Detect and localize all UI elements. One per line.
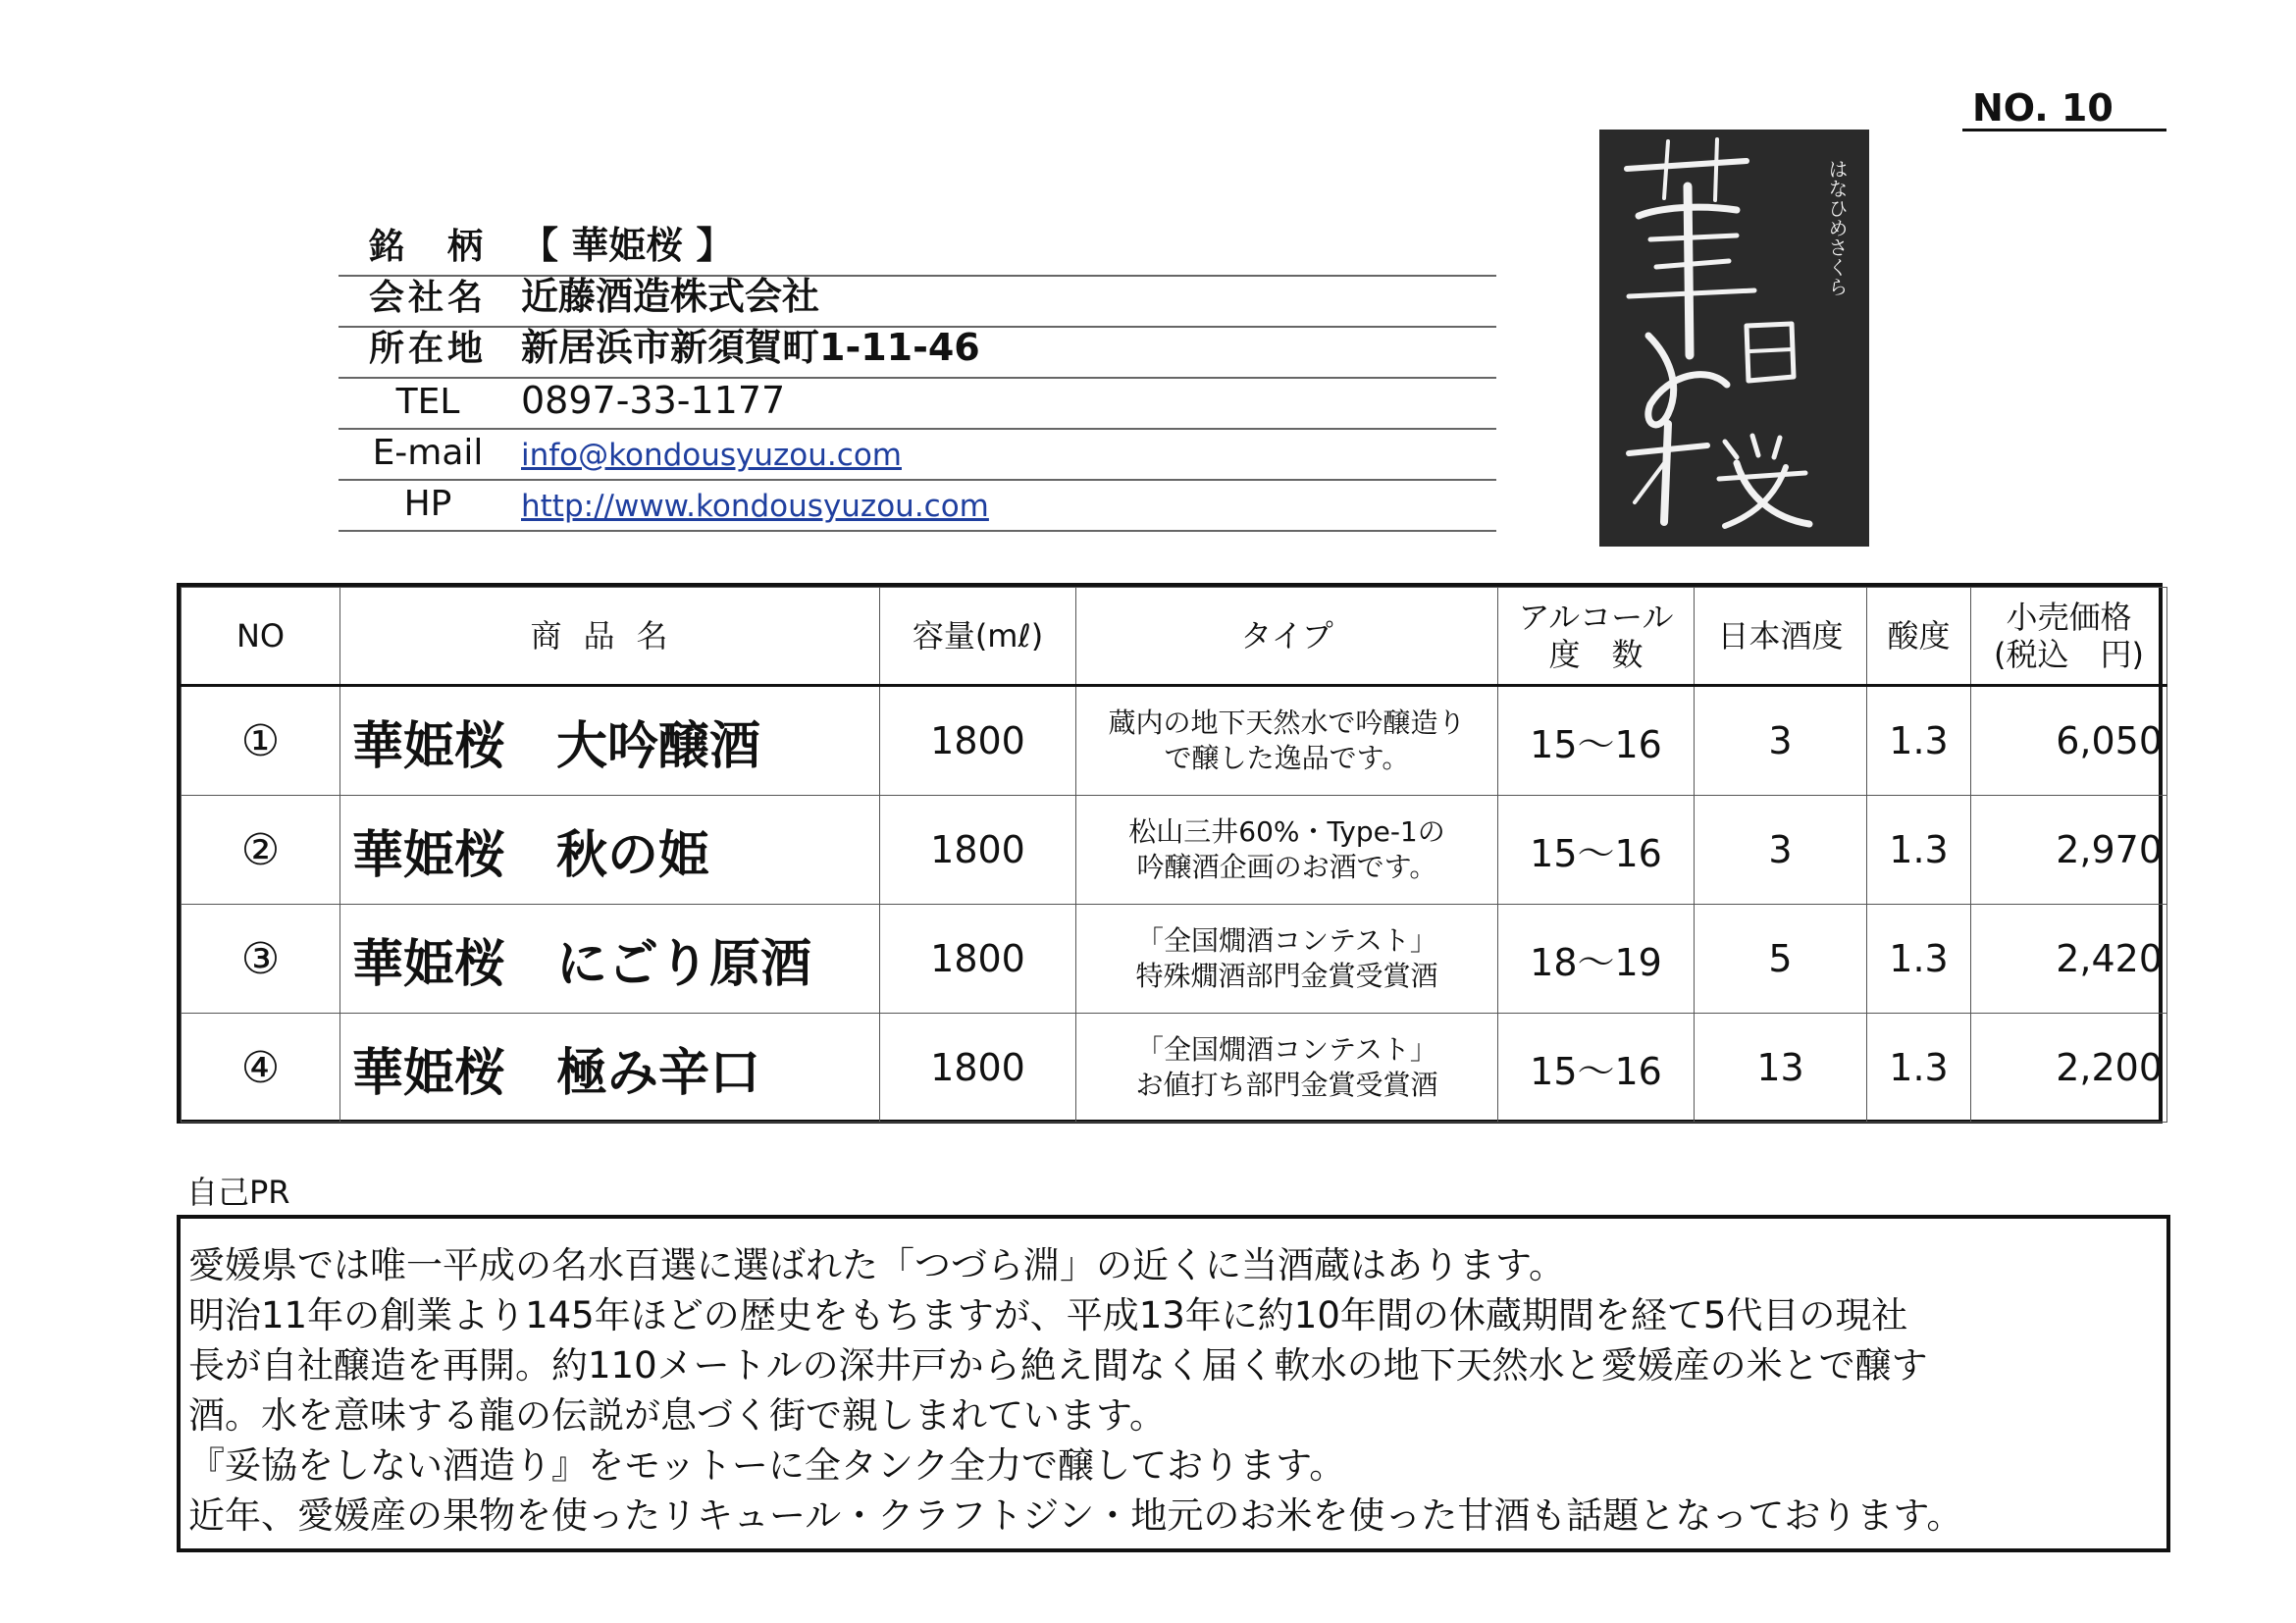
address-value: 新居浜市新須賀町1-11-46 [521, 326, 980, 369]
tel-value: 0897-33-1177 [521, 379, 786, 422]
row-name: 華姫桜 大吟醸酒 [340, 686, 880, 796]
row-name: 華姫桜 極み辛口 [340, 1014, 880, 1123]
pr-text-box [177, 1215, 2170, 1552]
hp-link[interactable]: http://www.kondousyuzou.com [521, 489, 989, 524]
table-header-row [182, 588, 2167, 686]
table-row [182, 905, 2167, 1014]
row-price: 2,420 [1971, 905, 2167, 1014]
tel-row [339, 379, 1496, 430]
brand-logo-calligraphy [1599, 130, 1869, 547]
row-volume: 1800 [880, 686, 1076, 796]
hp-row [339, 481, 1496, 532]
email-label: E-mail [372, 433, 484, 473]
row-type [1076, 905, 1498, 1014]
header-alcohol-line2: 度 数 [1548, 636, 1644, 673]
pr-line: 明治11年の創業より145年ほどの歴史をもちますが、平成13年に約10年間の休蔵期間を経て5代目の現社 [188, 1294, 1908, 1336]
header-no: NO [182, 588, 340, 686]
header-price-line2: (税込 円) [1994, 636, 2144, 673]
row-type-line2: お値打ち部門金賞受賞酒 [1135, 1069, 1438, 1101]
header-alcohol-line1: アルコール [1518, 598, 1674, 636]
brand-logo [1599, 130, 1869, 547]
row-acidity: 1.3 [1867, 686, 1971, 796]
row-no: ① [182, 686, 340, 796]
company-value: 近藤酒造株式会社 [521, 275, 820, 318]
row-type [1076, 686, 1498, 796]
row-volume: 1800 [880, 796, 1076, 905]
row-alcohol: 18～19 [1498, 905, 1695, 1014]
product-table [177, 583, 2163, 1124]
row-type-line1: 「全国燗酒コンテスト」 [1136, 1032, 1437, 1066]
row-type-line2: 吟醸酒企画のお酒です。 [1136, 851, 1437, 883]
row-nihonshudo: 3 [1695, 686, 1867, 796]
row-name: 華姫桜 にごり原酒 [340, 905, 880, 1014]
brand-value: 【 華姫桜 】 [521, 224, 734, 267]
row-volume: 1800 [880, 905, 1076, 1014]
row-volume: 1800 [880, 1014, 1076, 1123]
row-no: ② [182, 796, 340, 905]
row-no: ④ [182, 1014, 340, 1123]
tel-label: TEL [395, 382, 460, 422]
row-nihonshudo: 5 [1695, 905, 1867, 1014]
company-label: 会社名 [368, 278, 487, 318]
header-nihonshudo: 日本酒度 [1695, 588, 1867, 686]
company-info [339, 226, 1496, 532]
table-row [182, 686, 2167, 796]
pr-line: 近年、愛媛産の果物を使ったリキュール・クラフトジン・地元のお米を使った甘酒も話題となっております。 [188, 1494, 1963, 1537]
email-row [339, 430, 1496, 481]
row-name: 華姫桜 秋の姫 [340, 796, 880, 905]
row-no: ③ [182, 905, 340, 1014]
header-alcohol [1498, 588, 1695, 686]
hp-label: HP [403, 484, 452, 524]
row-acidity: 1.3 [1867, 905, 1971, 1014]
header-name: 商品名 [340, 588, 880, 686]
row-nihonshudo: 13 [1695, 1014, 1867, 1123]
pr-line: 長が自社醸造を再開。約110メートルの深井戸から絶え間なく届く軟水の地下天然水と愛媛産の米とで醸す [188, 1344, 1928, 1387]
table-row [182, 1014, 2167, 1123]
row-nihonshudo: 3 [1695, 796, 1867, 905]
pr-line: 愛媛県では唯一平成の名水百選に選ばれた「つづら淵」の近くに当酒蔵はあります。 [188, 1244, 1566, 1286]
row-acidity: 1.3 [1867, 796, 1971, 905]
email-link[interactable]: info@kondousyuzou.com [521, 438, 902, 473]
brand-label: 銘 柄 [368, 227, 487, 267]
header-acidity: 酸度 [1867, 588, 1971, 686]
row-type [1076, 796, 1498, 905]
row-type-line1: 蔵内の地下天然水で吟醸造り [1108, 706, 1466, 739]
header-price [1971, 588, 2167, 686]
row-price: 2,970 [1971, 796, 2167, 905]
pr-label: 自己PR [186, 1174, 290, 1211]
row-price: 6,050 [1971, 686, 2167, 796]
address-label: 所在地 [368, 329, 487, 369]
table-row [182, 796, 2167, 905]
row-type [1076, 1014, 1498, 1123]
row-alcohol: 15～16 [1498, 686, 1695, 796]
row-acidity: 1.3 [1867, 1014, 1971, 1123]
address-row [339, 328, 1496, 379]
row-type-line1: 松山三井60%・Type-1の [1128, 814, 1445, 848]
header-type: タイプ [1076, 588, 1498, 686]
page-number: NO. 10 [1962, 86, 2166, 131]
header-volume: 容量(mℓ) [880, 588, 1076, 686]
svg-text:はなひめさくら: はなひめさくら [1825, 159, 1849, 296]
row-price: 2,200 [1971, 1014, 2167, 1123]
row-alcohol: 15～16 [1498, 796, 1695, 905]
header-price-line1: 小売価格 [2006, 598, 2132, 636]
row-type-line1: 「全国燗酒コンテスト」 [1136, 923, 1437, 957]
row-type-line2: で醸した逸品です。 [1164, 742, 1410, 774]
row-alcohol: 15～16 [1498, 1014, 1695, 1123]
row-type-line2: 特殊燗酒部門金賞受賞酒 [1135, 960, 1438, 992]
pr-line: 酒。水を意味する龍の伝説が息づく街で親しまれています。 [188, 1394, 1167, 1437]
pr-line: 『妥協をしない酒造り』をモットーに全タンク全力で醸しております。 [188, 1444, 1346, 1487]
